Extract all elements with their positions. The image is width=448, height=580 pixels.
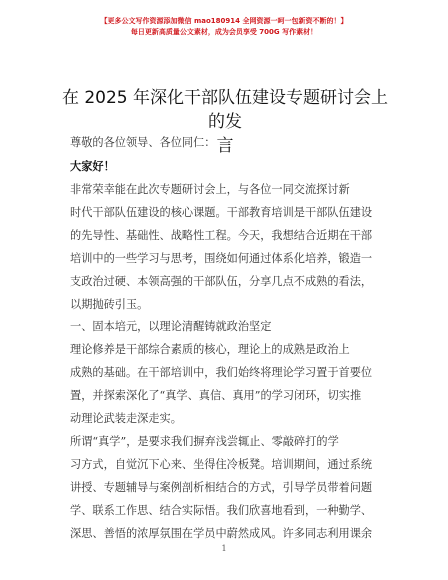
title-line-1: 在 2025 年深化干部队伍建设专题研讨会上的发: [61, 88, 389, 132]
title-line-2: 言: [216, 136, 234, 156]
banner-line-1: 【更多公文写作资源添加微信 mao180914 全网资源一呵一包新资不断的！】: [100, 17, 348, 25]
page-number: 1: [221, 544, 227, 553]
para3-line: 讲授、专题辅导与案例剖析相结合的方式，引导学员带着问题: [70, 481, 373, 494]
para3-line: 学、联系工作思、结合实际悟。我们欣喜地看到，一种勤学、: [70, 504, 373, 517]
para3-line: 深思、善悟的浓厚氛围在学员中蔚然成风。许多同志利用课余: [70, 527, 373, 540]
greeting: 尊敬的各位领导、各位同仁：: [70, 136, 216, 149]
para1-line: 培训中的一些学习与思考，围绕如何通过体系化培养，锻造一: [70, 252, 373, 265]
para2-line: 成熟的基础。在干部培训中，我们始终将理论学习置于首要位: [70, 366, 373, 379]
para2-line: 置，并探索深化了“真学、真信、真用”的学习闭环，切实推: [70, 389, 362, 402]
para3-line: 习方式，自觉沉下心来、坐得住冷板凳。培训期间，通过系统: [70, 458, 373, 471]
para1-line: 支政治过硬、本领高强的干部队伍，分享几点不成熟的看法，: [70, 275, 373, 288]
para1-line: 非常荣幸能在此次专题研讨会上，与各位一同交流探讨新: [70, 183, 350, 196]
hello: 大家好！: [70, 159, 115, 173]
para1-line: 时代干部队伍建设的核心课题。干部教育培训是干部队伍建设: [70, 206, 373, 219]
banner-line-2: 每日更新高质量公文素材，成为会员享受 700G 写作素材！: [130, 28, 318, 36]
section-heading-1: 一、固本培元，以理论清醒铸就政治坚定: [70, 320, 272, 333]
para1-line: 的先导性、基础性、战略性工程。今天，我想结合近期在干部: [70, 229, 373, 242]
para2-line: 动理论武装走深走实。: [70, 412, 182, 425]
para1-line: 以期抛砖引玉。: [70, 298, 149, 311]
para2-line: 理论修养是干部综合素质的核心，理论上的成熟是政治上: [70, 343, 350, 356]
para3-line: 所谓“真学”，是要求我们摒弃浅尝辄止、零敲碎打的学: [70, 435, 339, 448]
